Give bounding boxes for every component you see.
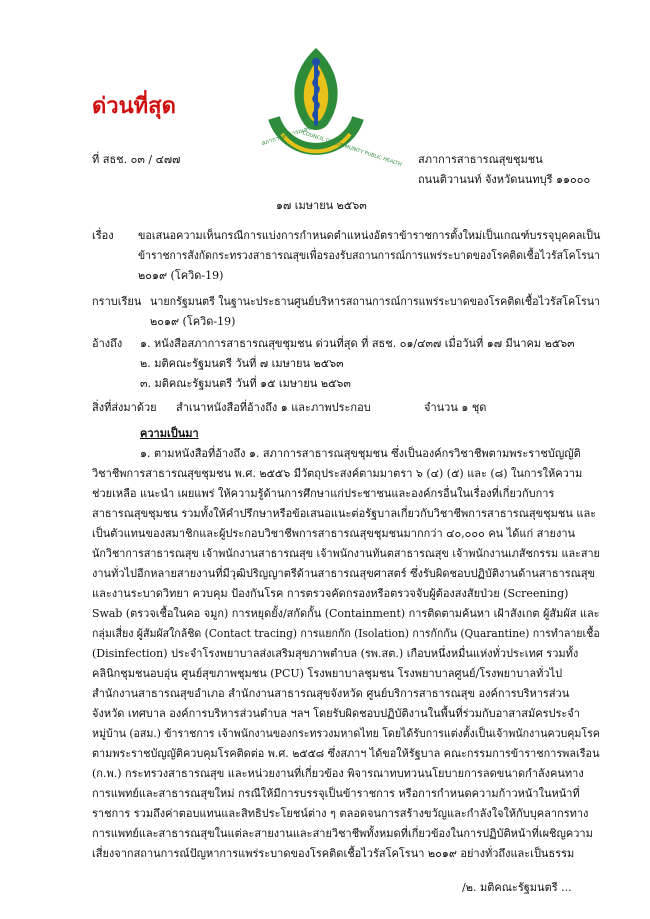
body-line: (ก.พ.) กระทรวงสาธารณสุข และหน่วยงานที่เกี่ยวข้อง พิจารณาทบทวนนโยบายการลดขนาดกำลังคนทาง bbox=[92, 767, 584, 780]
reference-item: ๓. มติคณะรัฐมนตรี วันที่ ๑๕ เมษายน ๒๕๖๓ bbox=[140, 377, 351, 390]
body-line: จังหวัด เทศบาล องค์การบริหารส่วนตำบล ฯลฯ โดยรับผิดชอบปฏิบัติงานในพื้นที่ร่วมกับอาสาสมัครประจำ bbox=[92, 707, 580, 720]
body-line: ตามพระราชบัญญัติควบคุมโรคติดต่อ พ.ศ. ๒๕๕๘ ซึ่งสภาฯ ได้ขอให้รัฐบาล คณะกรรมการข้าราชการพลเรือน bbox=[92, 747, 600, 760]
reference-item: ๒. มติคณะรัฐมนตรี วันที่ ๗ เมษายน ๒๕๖๓ bbox=[140, 357, 344, 370]
body-line: งานทั่วไปอีกหลายสายงานที่มีวุฒิปริญญาตรีด้านสาธารณสุขศาสตร์ ซึ่งรับผิดชอบปฏิบัติงานด้านสาธารณสุข bbox=[92, 567, 596, 580]
body-line: ราชการ รวมถึงค่าตอบแทนและสิทธิประโยชน์ต่าง ๆ ตลอดจนการสร้างขวัญและกำลังใจให้กับบุคลากรทาง bbox=[92, 807, 589, 820]
subject-line: ๒๐๑๙ (โควิด-19) bbox=[138, 269, 224, 282]
addressee-label: กราบเรียน bbox=[92, 295, 142, 308]
body-line: คลินิกชุมชนอบอุ่น ศูนย์สุขภาพชุมชน (PCU) โรงพยาบาลชุมชน โรงพยาบาลศูนย์/โรงพยาบาลทั่วไป bbox=[92, 667, 563, 680]
body-line: สาธารณสุขชุมชน รวมทั้งให้คำปรึกษาหรือข้อเสนอแนะต่อรัฐบาลเกี่ยวกับวิชาชีพการสาธารณสุขชุมชน และ bbox=[92, 507, 597, 520]
body-line: Swab (ตรวจเชื้อในคอ จมูก) การหยุดยั้ง/สกัดกั้น (Containment) การติดตามค้นหา เฝ้าสังเกต ผู้สัมผัส และ bbox=[92, 607, 600, 620]
body-line: เสี่ยงจากสถานการณ์ปัญหาการแพร่ระบาดของโรคติดเชื้อไวรัสโคโรนา ๒๐๑๙ อย่างทั่วถึงและเป็นธรรม bbox=[92, 847, 575, 860]
body-line: (Disinfection) ประจำโรงพยาบาลส่งเสริมสุขภาพตำบล (รพ.สต.) เกือบหนึ่งหมื่นแห่งทั่วประเทศ รวมทั้ง bbox=[92, 647, 579, 660]
body-line: ช่วยเหลือ แนะนำ เผยแพร่ ให้ความรู้ด้านการศึกษาแก่ประชาชนและองค์กรอื่นในเรื่องที่เกี่ยวกับการ bbox=[92, 487, 555, 500]
body-line: การแพทย์และสาธารณสุขในแต่ละสายงานและสายวิชาชีพทั้งหมดที่เกี่ยวข้องในการปฏิบัติหน้าที่เผชิญความ bbox=[92, 827, 593, 840]
body-line: วิชาชีพการสาธารณสุขชุมชน พ.ศ. ๒๕๕๖ มีวัตถุประสงค์ตามมาตรา ๖ (๔) (๕) และ (๘) ในการให้ความ bbox=[92, 467, 583, 480]
logo-text-top: สภาการสาธารณสุขชุมชน bbox=[260, 119, 328, 148]
reference-item: ๑. หนังสือสภาการสาธารณสุขชุมชน ด่วนที่สุด ที่ สธช. ๐๑/๔๓๗ เมื่อวันที่ ๑๗ มีนาคม ๒๕๖๓ bbox=[140, 337, 575, 350]
addressee-line: นายกรัฐมนตรี ในฐานะประธานศูนย์บริหารสถานการณ์การแพร่ระบาดของโรคติดเชื้อไวรัสโคโรนา bbox=[150, 295, 601, 308]
subject-line: ข้าราชการสังกัดกระทรวงสาธารณสุขเพื่อรองรับสถานการณ์การแพร่ระบาดของโรคติดเชื้อไวรัสโคโรนา bbox=[138, 249, 600, 262]
enclosure-label: สิ่งที่ส่งมาด้วย bbox=[92, 401, 157, 414]
body-line: เป็นตัวแทนของสมาชิกและผู้ประกอบวิชาชีพการสาธารณสุขชุมชนมากกว่า ๔๐,๐๐๐ คน ได้แก่ สายงาน bbox=[92, 527, 576, 540]
enclosure-quantity: จำนวน ๑ ชุด bbox=[424, 401, 487, 414]
body-line: การแพทย์และสาธารณสุขใหม่ กรณีให้มีการบรรจุเป็นข้าราชการ หรือการกำหนดความก้าวหน้าในหน้าที่ bbox=[92, 787, 580, 800]
enclosure-text: สำเนาหนังสือที่อ้างถึง ๑ และภาพประกอบ bbox=[176, 401, 371, 414]
urgency-label: ด่วนที่สุด bbox=[92, 94, 176, 119]
subject-line: ขอเสนอความเห็นกรณีการแบ่งการกำหนดตำแหน่งอัตราข้าราชการตั้งใหม่เป็นเกณฑ์บรรจุบุคคลเป็น bbox=[138, 229, 601, 242]
logo-text-bottom: COUNCIL OF COMMUNITY PUBLIC HEALTH bbox=[301, 130, 403, 168]
reference-number: ที่ สธช. ๐๓ / ๔๗๗ bbox=[92, 153, 181, 166]
body-line: กลุ่มเสี่ยง ผู้สัมผัสใกล้ชิด (Contact tracing) การแยกกัก (Isolation) การกักกัน (Quarantine) การทำลายเชื้อ bbox=[92, 627, 600, 640]
body-line: และงานระบาดวิทยา ควบคุม ป้องกันโรค การตรวจคัดกรองหรือตรวจจับผู้ต้องสงสัยป่วย (Screening) bbox=[92, 587, 569, 600]
body-line: หมู่บ้าน (อสม.) ข้าราชการ เจ้าพนักงานของกระทรวงมหาดไทย โดยได้รับการแต่งตั้งเป็นเจ้าพนักงานควบคุมโรค bbox=[92, 727, 600, 740]
continued-marker: /๒. มติคณะรัฐมนตรี ... bbox=[462, 881, 572, 894]
addressee-line: ๒๐๑๙ (โควิด-19) bbox=[150, 315, 236, 328]
subject-label: เรื่อง bbox=[92, 229, 114, 242]
document-date: ๑๗ เมษายน ๒๕๖๓ bbox=[276, 199, 367, 212]
organization-name: สภาการสาธารณสุขชุมชน bbox=[418, 153, 543, 166]
organization-address: ถนนติวานนท์ จังหวัดนนทบุรี ๑๑๐๐๐ bbox=[418, 173, 591, 186]
body-line: ๑. ตามหนังสือที่อ้างถึง ๑. สภาการสาธารณสุขชุมชน ซึ่งเป็นองค์กรวิชาชีพตามพระราชบัญญัติ bbox=[140, 447, 581, 460]
references-label: อ้างถึง bbox=[92, 337, 123, 350]
body-line: สำนักงานสาธารณสุขอำเภอ สำนักงานสาธารณสุขจังหวัด ศูนย์บริการสาธารณสุข องค์การบริหารส่วน bbox=[92, 687, 570, 700]
body-line: นักวิชาการสาธารณสุข เจ้าพนักงานสาธารณสุข เจ้าพนักงานทันตสาธารณสุข เจ้าพนักงานเภสัชกรรม และสาย bbox=[92, 547, 600, 560]
section-heading: ความเป็นมา bbox=[140, 427, 199, 440]
